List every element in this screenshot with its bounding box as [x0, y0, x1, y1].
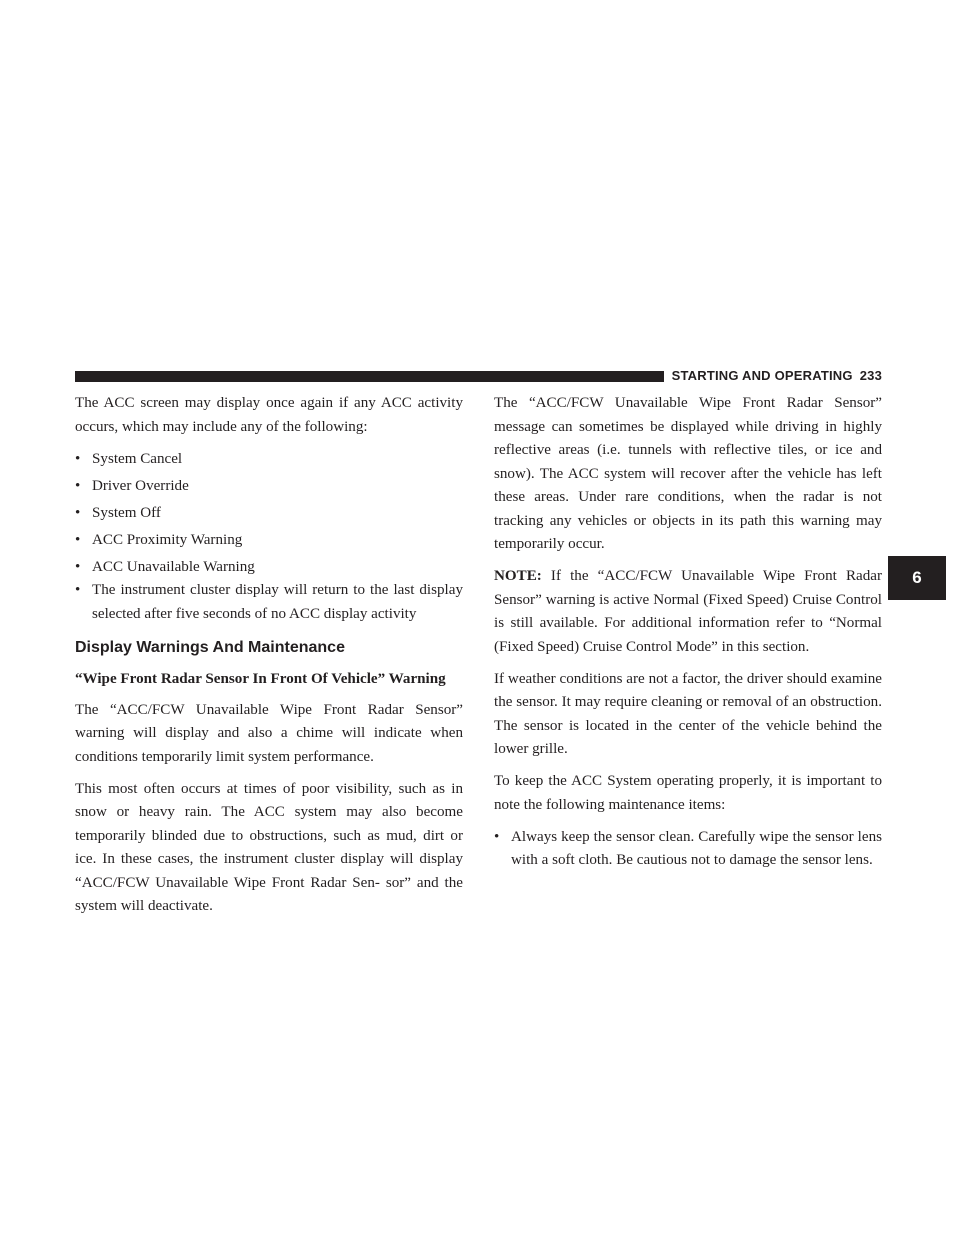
note-text: If the “ACC/FCW Unavailable Wipe Front Radar Sensor” warning is active Normal (Fixed Speed) Cruise Control is still available. For additional information refer to “Normal (Fixed Speed) Cruise Control Mode” in this section. [494, 568, 882, 655]
note-paragraph [494, 565, 882, 659]
maintenance-intro: To keep the ACC System operating properly, it is important to note the following maintenance items: [494, 773, 882, 813]
right-column [494, 392, 882, 873]
left-column [75, 392, 463, 927]
note-label: NOTE: [494, 568, 542, 584]
chapter-tab: 6 [888, 556, 946, 600]
weather-paragraph: If weather conditions are not a factor, the driver should examine the sensor. It may require cleaning or removal of an obstruction. The sensor is located in the center of the vehicle behind the lower grille. [494, 670, 882, 757]
list-item: • ACC Proximity Warning [75, 529, 463, 553]
activity-list [75, 448, 463, 627]
list-item: • System Off [75, 502, 463, 526]
list-item: • Driver Override [75, 475, 463, 499]
visibility-paragraph: This most often occurs at times of poor visibility, such as in snow or heavy rain. The ACC system may also become temporarily blinded due to obstructions, such as mud, dirt or ice. In these cases, the instrument cluster display will display “ACC/FCW Unavailable Wipe Front Radar Sen- sor” and the system will deactivate. [75, 780, 463, 914]
header-title [664, 366, 882, 386]
list-item: • ACC Unavailable Warning [75, 556, 463, 580]
maintenance-list [494, 826, 882, 873]
list-item: • The instrument cluster display will return to the last display selected after five seconds of no ACC display activity [75, 579, 463, 626]
warning-paragraph: The “ACC/FCW Unavailable Wipe Front Radar Sensor” warning will display and also a chime will indicate when conditions temporarily limit system performance. [75, 701, 463, 765]
intro-paragraph: The ACC screen may display once again if any ACC activity occurs, which may include any of the following: [75, 395, 463, 435]
subheading: “Wipe Front Radar Sensor In Front Of Vehicle” Warning [75, 671, 446, 687]
page-header [75, 366, 882, 386]
header-rule [75, 371, 667, 382]
reflective-areas-paragraph: The “ACC/FCW Unavailable Wipe Front Radar Sensor” message can sometimes be displayed while driving in highly reflective areas (i.e. tunnels with reflective tiles, or ice and snow). The ACC system will recover after the vehicle has left these areas. Under rare conditions, when the radar is not tracking any vehicles or objects in its path this warning may temporarily occur. [494, 395, 882, 552]
list-item: • System Cancel [75, 448, 463, 472]
chapter-title: STARTING AND OPERATING [671, 368, 853, 383]
list-item: • Always keep the sensor clean. Carefully wipe the sensor lens with a soft cloth. Be cautious not to damage the sensor lens. [494, 826, 882, 873]
page-number: 233 [859, 368, 882, 383]
section-heading: Display Warnings And Maintenance [75, 639, 345, 656]
